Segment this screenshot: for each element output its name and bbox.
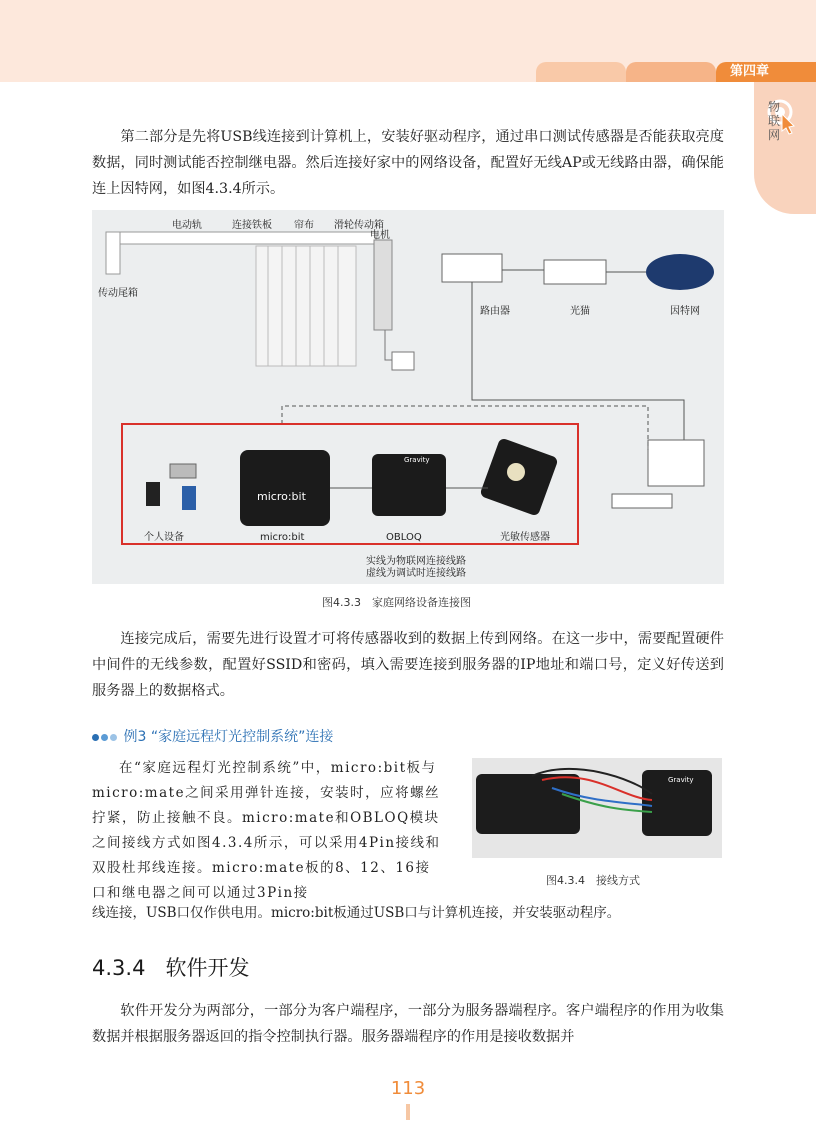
legend-solid: 实线为物联网连接线路 <box>366 556 466 567</box>
section-number: 4.3.4 <box>92 956 146 980</box>
computer <box>648 440 704 486</box>
label-motor: 电机 <box>370 230 390 241</box>
curtain-rail <box>106 232 376 244</box>
label-microbit: micro:bit <box>260 532 305 543</box>
micromate-board <box>476 774 580 834</box>
example-heading <box>92 726 333 746</box>
legend-dashed: 虚线为调试时连接线路 <box>366 568 466 579</box>
chapter-tab: 第四章 <box>716 62 816 82</box>
figure-network-diagram <box>92 210 724 584</box>
relay-box <box>392 352 414 370</box>
example-text: 在“家庭远程灯光控制系统”中，micro:bit板与micro:mate之间采用弹针连接，安装时，应将螺丝拧紧，防止接触不良。micro:mate和OBLOQ模块之间接线方式如图4.3.4所示，可以采用4Pin接线和双股杜邦线连接。micro:mate板的8、12、16接口和继电器之间可以通过3Pin接 <box>92 760 441 901</box>
tablet <box>182 486 196 510</box>
header-tab-1 <box>536 62 626 82</box>
modem <box>544 260 606 284</box>
figure-wiring <box>472 758 722 858</box>
microbit-board-text: micro:bit <box>257 490 306 503</box>
figure2-caption: 图4.3.4 接线方式 <box>546 874 640 887</box>
label-router: 路由器 <box>480 306 510 317</box>
label-obloq: OBLOQ <box>386 532 422 543</box>
paragraph-3: 软件开发分为两部分，一部分为客户端程序，一部分为服务器端程序。客户端程序的作用为收集数据并根据服务器返回的指令控制执行器。服务器端程序的作用是接收数据并 <box>92 1003 724 1045</box>
paragraph-2: 连接完成后，需要先进行设置才可将传感器收到的数据上传到网络。在这一步中，需要配置硬件中间件的无线参数，配置好SSID和密码，填入需要连接到服务器的IP地址和端口号，定义好传送到服务器上的数据格式。 <box>92 631 724 699</box>
motor <box>374 240 392 330</box>
label-motor-rail: 电动轨 <box>172 220 202 231</box>
phone <box>146 482 160 506</box>
label-sensor: 光敏传感器 <box>500 532 550 543</box>
label-modem: 光猫 <box>570 306 590 317</box>
dots-icon <box>92 729 119 745</box>
example-number: 例3 <box>123 729 147 745</box>
header-tab-2 <box>626 62 716 82</box>
label-curtain: 帘布 <box>294 220 314 231</box>
paragraph-1: 第二部分是先将USB线连接到计算机上，安装好驱动程序，通过串口测试传感器是否能获取亮度数据，同时测试能否控制继电器。然后连接好家中的网络设备，配置好无线AP或无线路由器，确保能连上因特网，如图4.3.4所示。 <box>92 129 724 197</box>
wiring-gravity-text: Gravity <box>668 776 694 784</box>
router <box>442 254 502 282</box>
keyboard <box>612 494 672 508</box>
side-tab <box>754 82 816 214</box>
figure1-caption: 图4.3.3 家庭网络设备连接图 <box>322 596 471 609</box>
page-number: 113 <box>390 1078 426 1099</box>
label-pulley-box: 滑轮传动箱 <box>334 220 384 231</box>
example-title: “家庭远程灯光控制系统”连接 <box>150 729 334 745</box>
page-marker <box>406 1104 410 1120</box>
label-internet: 因特网 <box>670 306 700 317</box>
section-heading <box>92 952 249 982</box>
obloq-gravity-text: Gravity <box>404 456 430 464</box>
label-tail-box: 传动尾箱 <box>98 288 138 299</box>
pointer-icon <box>754 82 816 214</box>
example-text-cont: 线连接，USB口仅作供电用。micro:bit板通过USB口与计算机连接，并安装驱动程序。 <box>92 905 621 921</box>
label-personal: 个人设备 <box>144 532 184 543</box>
curtain <box>256 246 356 366</box>
side-label: 物联网 <box>767 100 780 142</box>
internet-cloud <box>646 254 714 290</box>
tail-box <box>106 232 120 274</box>
laptop <box>170 464 196 478</box>
section-title: 软件开发 <box>165 956 250 980</box>
label-bracket: 连接铁板 <box>232 220 272 231</box>
microbit-board <box>240 450 330 526</box>
